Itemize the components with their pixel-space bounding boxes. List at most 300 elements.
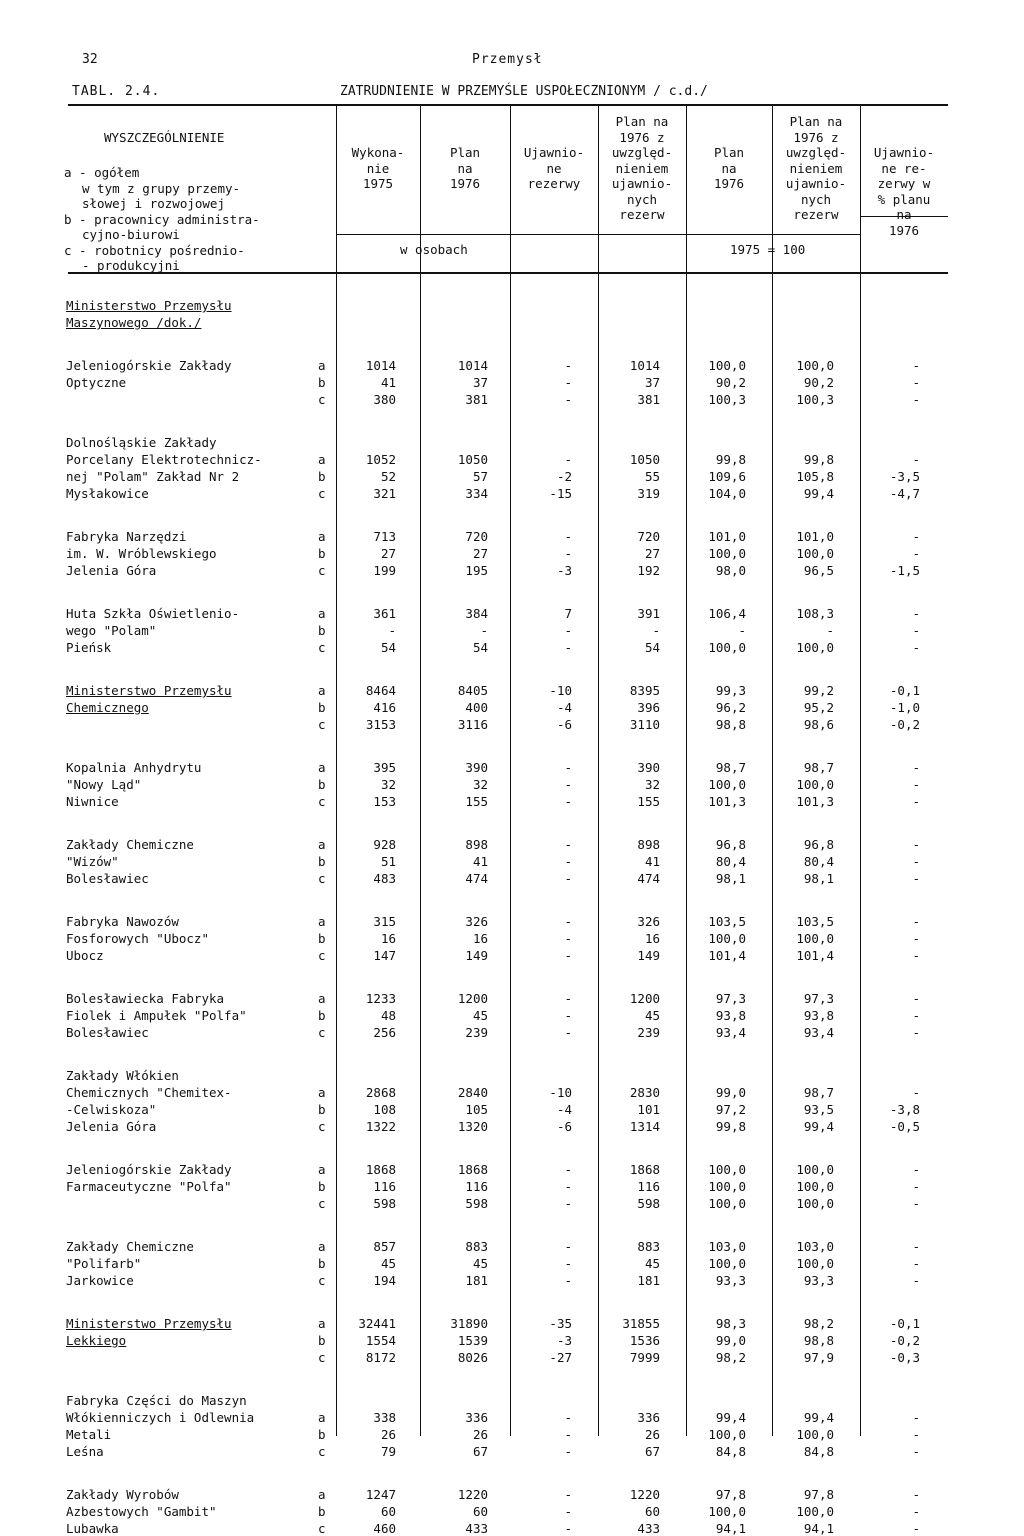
table-cell: 98,7 xyxy=(803,760,834,775)
table-cell: 90,2 xyxy=(803,375,834,390)
entity-name: Fabryka Nawozów xyxy=(66,914,179,929)
table-cell: - xyxy=(912,794,920,809)
row-code: b xyxy=(318,700,326,715)
table-cell: 99,4 xyxy=(803,1119,834,1134)
table-cell: 384 xyxy=(465,606,488,621)
table-cell: 1868 xyxy=(365,1162,396,1177)
table-cell: 90,2 xyxy=(715,375,746,390)
table-cell: -3,5 xyxy=(889,469,920,484)
entity-name: Fabryka Części do Maszyn xyxy=(66,1393,247,1408)
entity-name: Jarkowice xyxy=(66,1273,134,1288)
table-cell: 101,4 xyxy=(708,948,746,963)
table-cell: 195 xyxy=(465,563,488,578)
table-cell: 98,8 xyxy=(715,717,746,732)
table-cell: -1,0 xyxy=(889,700,920,715)
table-cell: - xyxy=(652,623,660,638)
table-cell: 45 xyxy=(380,1256,396,1271)
table-cell: 390 xyxy=(637,760,660,775)
table-cell: 100,0 xyxy=(796,1179,834,1194)
table-cell: - xyxy=(564,358,572,373)
table-cell: 101,0 xyxy=(708,529,746,544)
legend-line: cyjno-biurowi xyxy=(82,227,180,242)
table-cell: 101,4 xyxy=(796,948,834,963)
table-cell: 96,8 xyxy=(803,837,834,852)
table-cell: -3 xyxy=(556,1333,572,1348)
table-cell: 100,3 xyxy=(708,392,746,407)
table-cell: 898 xyxy=(465,837,488,852)
table-cell: 2830 xyxy=(629,1085,660,1100)
table-cell: 474 xyxy=(637,871,660,886)
table-cell: - xyxy=(912,1239,920,1254)
table-cell: 1014 xyxy=(457,358,488,373)
row-code: a xyxy=(318,914,326,929)
table-cell: 1320 xyxy=(457,1119,488,1134)
table-cell: 45 xyxy=(644,1008,660,1023)
column-header-line: zerwy w xyxy=(877,176,931,191)
row-code: c xyxy=(318,794,326,809)
table-cell: 1314 xyxy=(629,1119,660,1134)
table-cell: 100,0 xyxy=(708,1162,746,1177)
table-cell: 60 xyxy=(644,1504,660,1519)
row-code: a xyxy=(318,1487,326,1502)
table-cell: - xyxy=(912,1487,920,1502)
table-cell: - xyxy=(912,1179,920,1194)
table-cell: - xyxy=(912,948,920,963)
table-cell: 7999 xyxy=(629,1350,660,1365)
table-cell: 2868 xyxy=(365,1085,396,1100)
table-cell: 100,0 xyxy=(708,931,746,946)
entity-name: Bolesławiecka Fabryka xyxy=(66,991,225,1006)
legend-line: - produkcyjni xyxy=(82,258,180,273)
entity-name: Ubocz xyxy=(66,948,104,963)
table-cell: - xyxy=(564,1179,572,1194)
row-code: b xyxy=(318,931,326,946)
column-header-line: nieniem xyxy=(789,160,843,176)
column-header-line: ujawnio- xyxy=(611,176,673,191)
entity-name: Leśna xyxy=(66,1444,104,1459)
table-cell: 100,0 xyxy=(796,1162,834,1177)
table-cell: - xyxy=(912,1504,920,1519)
table-cell: -15 xyxy=(549,486,572,501)
column-header-line: na xyxy=(721,160,737,176)
table-cell: 100,3 xyxy=(796,392,834,407)
table-cell: - xyxy=(912,452,920,467)
table-cell: 100,0 xyxy=(796,1256,834,1271)
table-cell: 149 xyxy=(637,948,660,963)
table-cell: 100,0 xyxy=(796,1504,834,1519)
legend-line: a - ogółem xyxy=(64,165,140,180)
row-code: c xyxy=(318,1119,326,1134)
table-cell: - xyxy=(564,914,572,929)
row-code: c xyxy=(318,486,326,501)
table-cell: 103,0 xyxy=(796,1239,834,1254)
table-cell: -0,2 xyxy=(889,717,920,732)
table-cell: 116 xyxy=(637,1179,660,1194)
table-cell: - xyxy=(912,392,920,407)
column-header-line: Plan xyxy=(449,145,481,160)
table-cell: 16 xyxy=(472,931,488,946)
entity-name: Chemicznych "Chemitex- xyxy=(66,1085,232,1100)
table-cell: 883 xyxy=(637,1239,660,1254)
table-cell: 1200 xyxy=(629,991,660,1006)
row-code: c xyxy=(318,392,326,407)
table-cell: 98,7 xyxy=(715,760,746,775)
table-cell: 41 xyxy=(472,854,488,869)
table-cell: 67 xyxy=(472,1444,488,1459)
table-cell: 106,4 xyxy=(708,606,746,621)
stub-heading: WYSZCZEGÓLNIENIE xyxy=(104,130,225,145)
entity-name: Bolesławiec xyxy=(66,1025,149,1040)
table-cell: - xyxy=(564,1427,572,1442)
table-cell: 1247 xyxy=(365,1487,396,1502)
table-cell: 108,3 xyxy=(796,606,834,621)
column-header-line: 1976 z xyxy=(619,129,665,145)
table-cell: - xyxy=(912,914,920,929)
table-cell: -0,2 xyxy=(889,1333,920,1348)
table-cell: 93,8 xyxy=(715,1008,746,1023)
table-cell: - xyxy=(564,1025,572,1040)
column-header-line: 1976 z xyxy=(793,129,839,145)
table-cell: - xyxy=(912,931,920,946)
entity-name: Zakłady Wyrobów xyxy=(66,1487,179,1502)
table-cell: - xyxy=(912,606,920,621)
table-cell: 109,6 xyxy=(708,469,746,484)
table-cell: - xyxy=(564,1162,572,1177)
table-cell: 336 xyxy=(637,1410,660,1425)
table-cell: - xyxy=(912,991,920,1006)
column-header-line: nych xyxy=(800,191,832,207)
column-header-line: nieniem xyxy=(615,160,669,176)
table-cell: 116 xyxy=(465,1179,488,1194)
table-cell: 598 xyxy=(637,1196,660,1211)
row-code: a xyxy=(318,1085,326,1100)
table-cell: 26 xyxy=(380,1427,396,1442)
table-cell: 100,0 xyxy=(708,546,746,561)
table-cell: 32 xyxy=(472,777,488,792)
table-cell: 16 xyxy=(380,931,396,946)
ministry-name: Ministerstwo Przemysłu xyxy=(66,683,232,698)
table-cell: 155 xyxy=(637,794,660,809)
table-number: TABL. 2.4. xyxy=(72,84,161,99)
table-cell: 55 xyxy=(644,469,660,484)
column-header-line: ujawnio- xyxy=(785,176,847,191)
table-cell: - xyxy=(564,794,572,809)
table-cell: 720 xyxy=(637,529,660,544)
table-cell: 433 xyxy=(465,1521,488,1536)
table-cell: - xyxy=(912,1196,920,1211)
table-cell: 149 xyxy=(465,948,488,963)
table-cell: - xyxy=(912,546,920,561)
row-code: a xyxy=(318,760,326,775)
entity-name: Włókienniczych i Odlewnia xyxy=(66,1410,255,1425)
table-cell: -0,3 xyxy=(889,1350,920,1365)
row-code: c xyxy=(318,1521,326,1536)
table-cell: - xyxy=(564,1410,572,1425)
table-cell: -4,7 xyxy=(889,486,920,501)
table-cell: -0,1 xyxy=(889,683,920,698)
legend-line: w tym z grupy przemy- xyxy=(82,180,241,196)
table-cell: - xyxy=(912,1008,920,1023)
table-cell: 319 xyxy=(637,486,660,501)
entity-name: Azbestowych "Gambit" xyxy=(66,1504,217,1519)
column-header-line: na xyxy=(457,160,473,176)
table-cell: 101 xyxy=(637,1102,660,1117)
table-cell: 1322 xyxy=(365,1119,396,1134)
table-cell: -10 xyxy=(549,683,572,698)
table-cell: 37 xyxy=(644,375,660,390)
table-cell: 99,3 xyxy=(715,683,746,698)
table-cell: 1220 xyxy=(629,1487,660,1502)
entity-name: Zakłady Włókien xyxy=(66,1068,179,1083)
table-cell: -6 xyxy=(556,1119,572,1134)
table-cell: 97,3 xyxy=(803,991,834,1006)
table-cell: 1554 xyxy=(365,1333,396,1348)
row-code: a xyxy=(318,1410,326,1425)
entity-name: Zakłady Chemiczne xyxy=(66,1239,194,1254)
table-cell: -35 xyxy=(549,1316,572,1331)
table-cell: - xyxy=(912,760,920,775)
row-code: a xyxy=(318,837,326,852)
row-code: a xyxy=(318,358,326,373)
table-cell: -1,5 xyxy=(889,563,920,578)
row-code: a xyxy=(318,606,326,621)
table-cell: - xyxy=(912,1256,920,1271)
table-cell: 103,5 xyxy=(796,914,834,929)
row-code: c xyxy=(318,1025,326,1040)
entity-name: Kopalnia Anhydrytu xyxy=(66,760,202,775)
entity-name: Mysłakowice xyxy=(66,486,149,501)
table-cell: 153 xyxy=(373,794,396,809)
table-cell: 54 xyxy=(472,640,488,655)
ministry-name: Lekkiego xyxy=(66,1333,127,1348)
column-header-line: Plan na xyxy=(615,114,669,129)
table-cell: 98,1 xyxy=(715,871,746,886)
column-header-line: nie xyxy=(366,160,390,176)
table-cell: 338 xyxy=(373,1410,396,1425)
table-cell: -2 xyxy=(556,469,572,484)
table-cell: - xyxy=(912,837,920,852)
table-cell: 433 xyxy=(637,1521,660,1536)
column-header-line: 1976 xyxy=(713,176,745,191)
legend-line: słowej i rozwojowej xyxy=(82,196,225,211)
table-cell: 1233 xyxy=(365,991,396,1006)
table-cell: 474 xyxy=(465,871,488,886)
table-cell: 598 xyxy=(465,1196,488,1211)
table-cell: 256 xyxy=(373,1025,396,1040)
entity-name: Farmaceutyczne "Polfa" xyxy=(66,1179,232,1194)
table-cell: 239 xyxy=(637,1025,660,1040)
table-cell: 93,3 xyxy=(715,1273,746,1288)
table-cell: 100,0 xyxy=(796,931,834,946)
row-code: a xyxy=(318,1239,326,1254)
table-cell: - xyxy=(912,529,920,544)
table-cell: - xyxy=(564,1444,572,1459)
table-cell: 27 xyxy=(644,546,660,561)
table-cell: 84,8 xyxy=(803,1444,834,1459)
table-cell: 100,0 xyxy=(708,358,746,373)
table-cell: -0,1 xyxy=(889,1316,920,1331)
entity-name: Zakłady Chemiczne xyxy=(66,837,194,852)
table-cell: 97,3 xyxy=(715,991,746,1006)
row-code: b xyxy=(318,1333,326,1348)
table-cell: 8395 xyxy=(629,683,660,698)
column-header-line: Ujawnio- xyxy=(523,145,585,160)
table-cell: 27 xyxy=(380,546,396,561)
row-code: a xyxy=(318,1316,326,1331)
table-cell: -3,8 xyxy=(889,1102,920,1117)
table-cell: 26 xyxy=(644,1427,660,1442)
table-cell: 315 xyxy=(373,914,396,929)
table-cell: 101,0 xyxy=(796,529,834,544)
table-cell: - xyxy=(564,452,572,467)
entity-name: Huta Szkła Oświetlenio- xyxy=(66,606,240,621)
table-cell: - xyxy=(564,991,572,1006)
table-cell: 54 xyxy=(644,640,660,655)
table-cell: 199 xyxy=(373,563,396,578)
table-cell: 32 xyxy=(644,777,660,792)
table-cell: - xyxy=(912,1521,920,1536)
table-cell: 8026 xyxy=(457,1350,488,1365)
row-code: b xyxy=(318,1427,326,1442)
table-cell: - xyxy=(912,1273,920,1288)
row-code: c xyxy=(318,871,326,886)
table-cell: 41 xyxy=(380,375,396,390)
table-cell: 239 xyxy=(465,1025,488,1040)
entity-name: -Celwiskoza" xyxy=(66,1102,157,1117)
row-code: b xyxy=(318,1504,326,1519)
entity-name: Dolnośląskie Zakłady xyxy=(66,435,217,450)
table-cell: 1200 xyxy=(457,991,488,1006)
table-cell: - xyxy=(564,837,572,852)
table-cell: - xyxy=(912,1427,920,1442)
table-cell: 100,0 xyxy=(708,640,746,655)
table-cell: 80,4 xyxy=(715,854,746,869)
table-cell: 52 xyxy=(380,469,396,484)
table-cell: 326 xyxy=(637,914,660,929)
table-cell: 99,8 xyxy=(715,1119,746,1134)
table-cell: 155 xyxy=(465,794,488,809)
unit-label-persons: w osobach xyxy=(400,242,468,257)
table-cell: 390 xyxy=(465,760,488,775)
row-code: b xyxy=(318,623,326,638)
table-cell: 928 xyxy=(373,837,396,852)
table-cell: 26 xyxy=(472,1427,488,1442)
table-cell: - xyxy=(564,760,572,775)
table-cell: 1050 xyxy=(457,452,488,467)
table-cell: - xyxy=(564,1256,572,1271)
table-cell: -4 xyxy=(556,1102,572,1117)
column-header-line: na xyxy=(896,207,912,222)
column-header-line: Plan na xyxy=(789,114,843,129)
table-cell: -3 xyxy=(556,563,572,578)
entity-name: Fabryka Narzędzi xyxy=(66,529,187,544)
table-cell: 94,1 xyxy=(715,1521,746,1536)
table-cell: 99,2 xyxy=(803,683,834,698)
table-cell: 857 xyxy=(373,1239,396,1254)
table-cell: 713 xyxy=(373,529,396,544)
table-cell: - xyxy=(564,871,572,886)
table-cell: 1052 xyxy=(365,452,396,467)
table-cell: 1050 xyxy=(629,452,660,467)
table-cell: - xyxy=(564,1487,572,1502)
table-cell: 93,4 xyxy=(803,1025,834,1040)
row-code: b xyxy=(318,777,326,792)
column-header-line: Wykona- xyxy=(351,145,405,160)
entity-name: nej "Polam" Zakład Nr 2 xyxy=(66,469,240,484)
entity-name: Optyczne xyxy=(66,375,127,390)
entity-name: wego "Polam" xyxy=(66,623,157,638)
table-cell: 99,0 xyxy=(715,1333,746,1348)
table-cell: 396 xyxy=(637,700,660,715)
table-cell: 98,1 xyxy=(803,871,834,886)
table-cell: 100,0 xyxy=(708,1196,746,1211)
entity-name: Metali xyxy=(66,1427,112,1442)
row-code: b xyxy=(318,469,326,484)
table-cell: 1014 xyxy=(365,358,396,373)
row-code: a xyxy=(318,683,326,698)
table-cell: 98,2 xyxy=(803,1316,834,1331)
table-cell: 105 xyxy=(465,1102,488,1117)
entity-name: Jelenia Góra xyxy=(66,563,157,578)
row-code: b xyxy=(318,375,326,390)
table-cell: 103,5 xyxy=(708,914,746,929)
table-cell: 100,0 xyxy=(708,777,746,792)
table-cell: - xyxy=(912,777,920,792)
table-cell: 104,0 xyxy=(708,486,746,501)
table-cell: - xyxy=(826,623,834,638)
entity-name: Pieńsk xyxy=(66,640,112,655)
row-code: c xyxy=(318,563,326,578)
table-cell: 101,3 xyxy=(796,794,834,809)
column-header-line: rezerwy xyxy=(527,176,581,191)
table-cell: -6 xyxy=(556,717,572,732)
table-cell: 99,8 xyxy=(803,452,834,467)
table-cell: 99,0 xyxy=(715,1085,746,1100)
table-cell: 103,0 xyxy=(708,1239,746,1254)
table-cell: 105,8 xyxy=(796,469,834,484)
entity-name: im. W. Wróblewskiego xyxy=(66,546,217,561)
table-cell: 326 xyxy=(465,914,488,929)
entity-name: "Wizów" xyxy=(66,854,119,869)
table-cell: 116 xyxy=(373,1179,396,1194)
table-cell: 98,7 xyxy=(803,1085,834,1100)
table-cell: 8405 xyxy=(457,683,488,698)
table-cell: - xyxy=(564,948,572,963)
column-header-line: ne xyxy=(546,160,562,176)
row-code: b xyxy=(318,1008,326,1023)
table-cell: - xyxy=(564,1521,572,1536)
table-cell: - xyxy=(912,623,920,638)
entity-name: Fiolek i Ampułek "Polfa" xyxy=(66,1008,247,1023)
table-cell: 100,0 xyxy=(796,358,834,373)
table-cell: 98,3 xyxy=(715,1316,746,1331)
table-cell: 100,0 xyxy=(796,640,834,655)
table-cell: 96,2 xyxy=(715,700,746,715)
table-cell: 380 xyxy=(373,392,396,407)
table-cell: 100,0 xyxy=(796,1196,834,1211)
table-cell: 7 xyxy=(564,606,572,621)
table-cell: 60 xyxy=(472,1504,488,1519)
table-cell: - xyxy=(564,1196,572,1211)
table-cell: 45 xyxy=(644,1256,660,1271)
table-cell: - xyxy=(564,546,572,561)
table-cell: 100,0 xyxy=(708,1179,746,1194)
table-cell: - xyxy=(564,1239,572,1254)
table-cell: 416 xyxy=(373,700,396,715)
column-header-line: ne re- xyxy=(881,160,927,176)
table-cell: 97,8 xyxy=(803,1487,834,1502)
table-cell: 334 xyxy=(465,486,488,501)
